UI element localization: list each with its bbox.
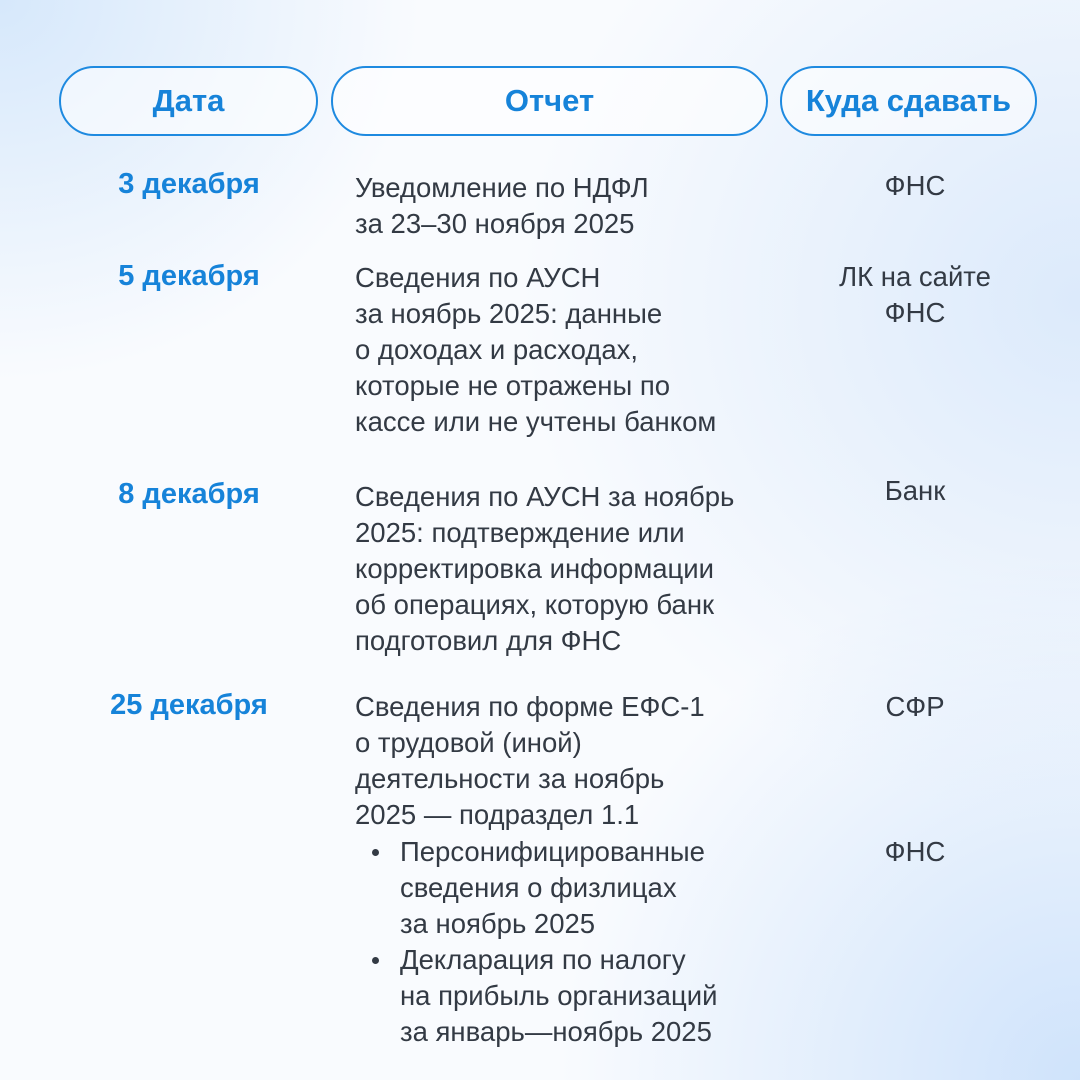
row-report (355, 170, 785, 242)
report-line: Сведения по форме ЕФС-1 (355, 691, 705, 722)
report-line: которые не отражены по (355, 370, 671, 401)
header-report-pill (331, 66, 768, 136)
header-where-label: Куда сдавать (805, 83, 1012, 118)
report-line: подготовил для ФНС (355, 625, 622, 656)
header-report-label: Отчет (504, 83, 595, 118)
report-line: Уведомление по НДФЛ (355, 172, 649, 203)
where-line: СФР (885, 691, 945, 722)
row-date: 5 декабря (118, 260, 260, 292)
report-line: об операциях, которую банк (355, 589, 715, 620)
bullet-line: Декларация по налогу (400, 944, 686, 975)
bullet-line: Персонифицированные (400, 836, 705, 867)
header-where-pill (780, 66, 1037, 136)
bullet-line: за ноябрь 2025 (400, 908, 596, 939)
bullet-list (370, 834, 790, 1050)
report-line: кассе или не учтены банком (355, 406, 717, 437)
row-where (800, 168, 1030, 204)
list-item (370, 942, 790, 1050)
bullet-line: сведения о физлицах (400, 872, 677, 903)
bullet-dot-icon (372, 849, 379, 856)
report-line: Сведения по АУСН за ноябрь (355, 481, 735, 512)
where-line: ФНС (884, 170, 946, 201)
row-where (800, 473, 1030, 509)
row-date: 25 декабря (110, 689, 268, 721)
report-line: за 23–30 ноября 2025 (355, 208, 635, 239)
row-where (800, 689, 1030, 725)
row-date: 3 декабря (118, 168, 260, 200)
report-line: 2025: подтверждение или (355, 517, 685, 548)
bullet-line: на прибыль организаций (400, 980, 718, 1011)
report-line: Сведения по АУСН (355, 262, 601, 293)
bullet-where: ФНС (884, 836, 946, 867)
report-line: о трудовой (иной) (355, 727, 582, 758)
report-line: корректировка информации (355, 553, 715, 584)
bullet-dot-icon (372, 957, 379, 964)
report-line: о доходах и расходах, (355, 334, 639, 365)
header-date-label: Дата (152, 83, 225, 118)
row-report (355, 260, 785, 440)
header-date-pill (59, 66, 318, 136)
row-report (355, 479, 785, 659)
row-date: 8 декабря (118, 478, 260, 510)
where-line: ФНС (884, 297, 946, 328)
where-line: ЛК на сайте (839, 261, 991, 292)
report-line: за ноябрь 2025: данные (355, 298, 663, 329)
list-item (370, 834, 790, 942)
report-line: деятельности за ноябрь (355, 763, 665, 794)
row-where (800, 259, 1030, 331)
bullet-line: за январь—ноябрь 2025 (400, 1016, 712, 1047)
report-line: 2025 — подраздел 1.1 (355, 799, 640, 830)
where-line: Банк (884, 475, 946, 506)
row-report (355, 689, 785, 833)
